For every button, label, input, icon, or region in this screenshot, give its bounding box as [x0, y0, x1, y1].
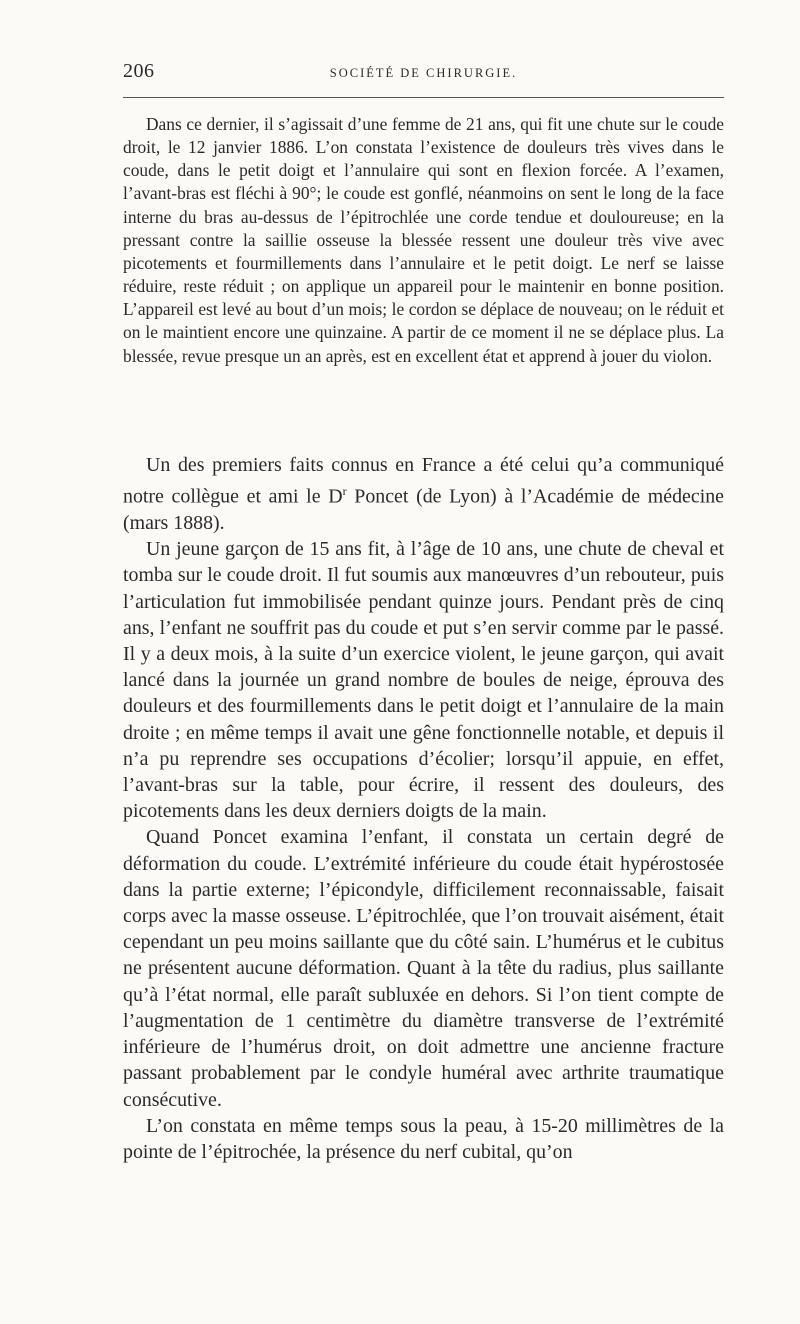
paragraph-1-text: Un des premiers faits connus en France a été celui qu’a communiqué notre collègue et ami le D [123, 454, 724, 508]
header-rule [123, 97, 724, 98]
page-number: 206 [123, 60, 155, 82]
case-report-paragraph: Dans ce dernier, il s’agissait d’une femme de 21 ans, qui fit une chute sur le coude droit, le 12 janvier 1886. L’on constata l’existence de douleurs très vives dans le coude, dans le petit doigt et l’annulaire qui sont en flexion forcée. A l’examen, l’avant-bras est fléchi à 90°; le coude est gonflé, néanmoins on sent le long de la face interne du bras au-dessus de l’épitrochlée une corde tendue et douloureuse; en la pressant contre la saillie osseuse la blessée ressent une douleur très vive avec picotements et fourmillements dans l’annulaire et le petit doigt. Le nerf se laisse réduire, reste réduit ; on applique un appareil pour le maintenir en bonne position. L’appareil est levé au bout d’un mois; le cordon se déplace de nouveau; on le réduit et on le maintient encore une quinzaine. A partir de ce moment il ne se déplace plus. La blessée, revue presque un an après, est en excellent état et apprend à jouer du violon. [123, 114, 724, 366]
main-paragraph-2: Un jeune garçon de 15 ans fit, à l’âge de 10 ans, une chute de cheval et tomba sur le coude droit. Il fut soumis aux manœuvres d’un rebouteur, puis l’articulation fut immobilisée pendant quinze jours. Pendant près de cinq ans, l’enfant ne souffrit pas du coude et put s’en servir comme par le passé. Il y a deux mois, à la suite d’un exercice violent, le jeune garçon, qui avait lancé dans la journée un grand nombre de boules de neige, éprouva des douleurs et des fourmillements dans le petit doigt et l’annulaire de la main droite ; en même temps il avait une gêne fonctionnelle notable, et depuis il n’a pu reprendre ses occupations d’écolier; lorsqu’il appuie, en effet, l’avant-bras sur la table, pour écrire, il ressent des douleurs, des picotements dans les deux derniers doigts de la main. [123, 538, 724, 823]
running-head: SOCIÉTÉ DE CHIRURGIE. [329, 66, 518, 80]
paragraph-1-text-end: Poncet (de Lyon) à l’Académie de médecine (mars 1888). [123, 485, 724, 535]
case-report-block [123, 113, 724, 368]
main-paragraph-1 [123, 452, 724, 536]
doctor-superscript: r [342, 484, 347, 499]
page-header [123, 60, 724, 90]
main-paragraph-4: L’on constata en même temps sous la peau, à 15-20 millimètres de la pointe de l’épitrochée, la présence du nerf cubital, qu’on [123, 1114, 724, 1163]
main-paragraph-3: Quand Poncet examina l’enfant, il constata un certain degré de déformation du coude. L’extrémité inférieure du coude était hypérostosée dans la partie externe; l’épicondyle, difficilement reconnaissable, faisait corps avec la masse osseuse. L’épitrochlée, que l’on trouvait aisément, était cependant un peu moins saillante que du côté sain. L’humérus et le cubitus ne présentent aucune déformation. Quant à la tête du radius, plus saillante qu’à l’état normal, elle paraît subluxée en dehors. Si l’on tient compte de l’augmentation de 1 centimètre du diamètre transverse de l’extrémité inférieure de l’humérus droit, on doit admettre une ancienne fracture passant probablement par le condyle huméral avec arthrite traumatique consécutive. [123, 826, 724, 1111]
main-text-block [123, 452, 724, 1165]
